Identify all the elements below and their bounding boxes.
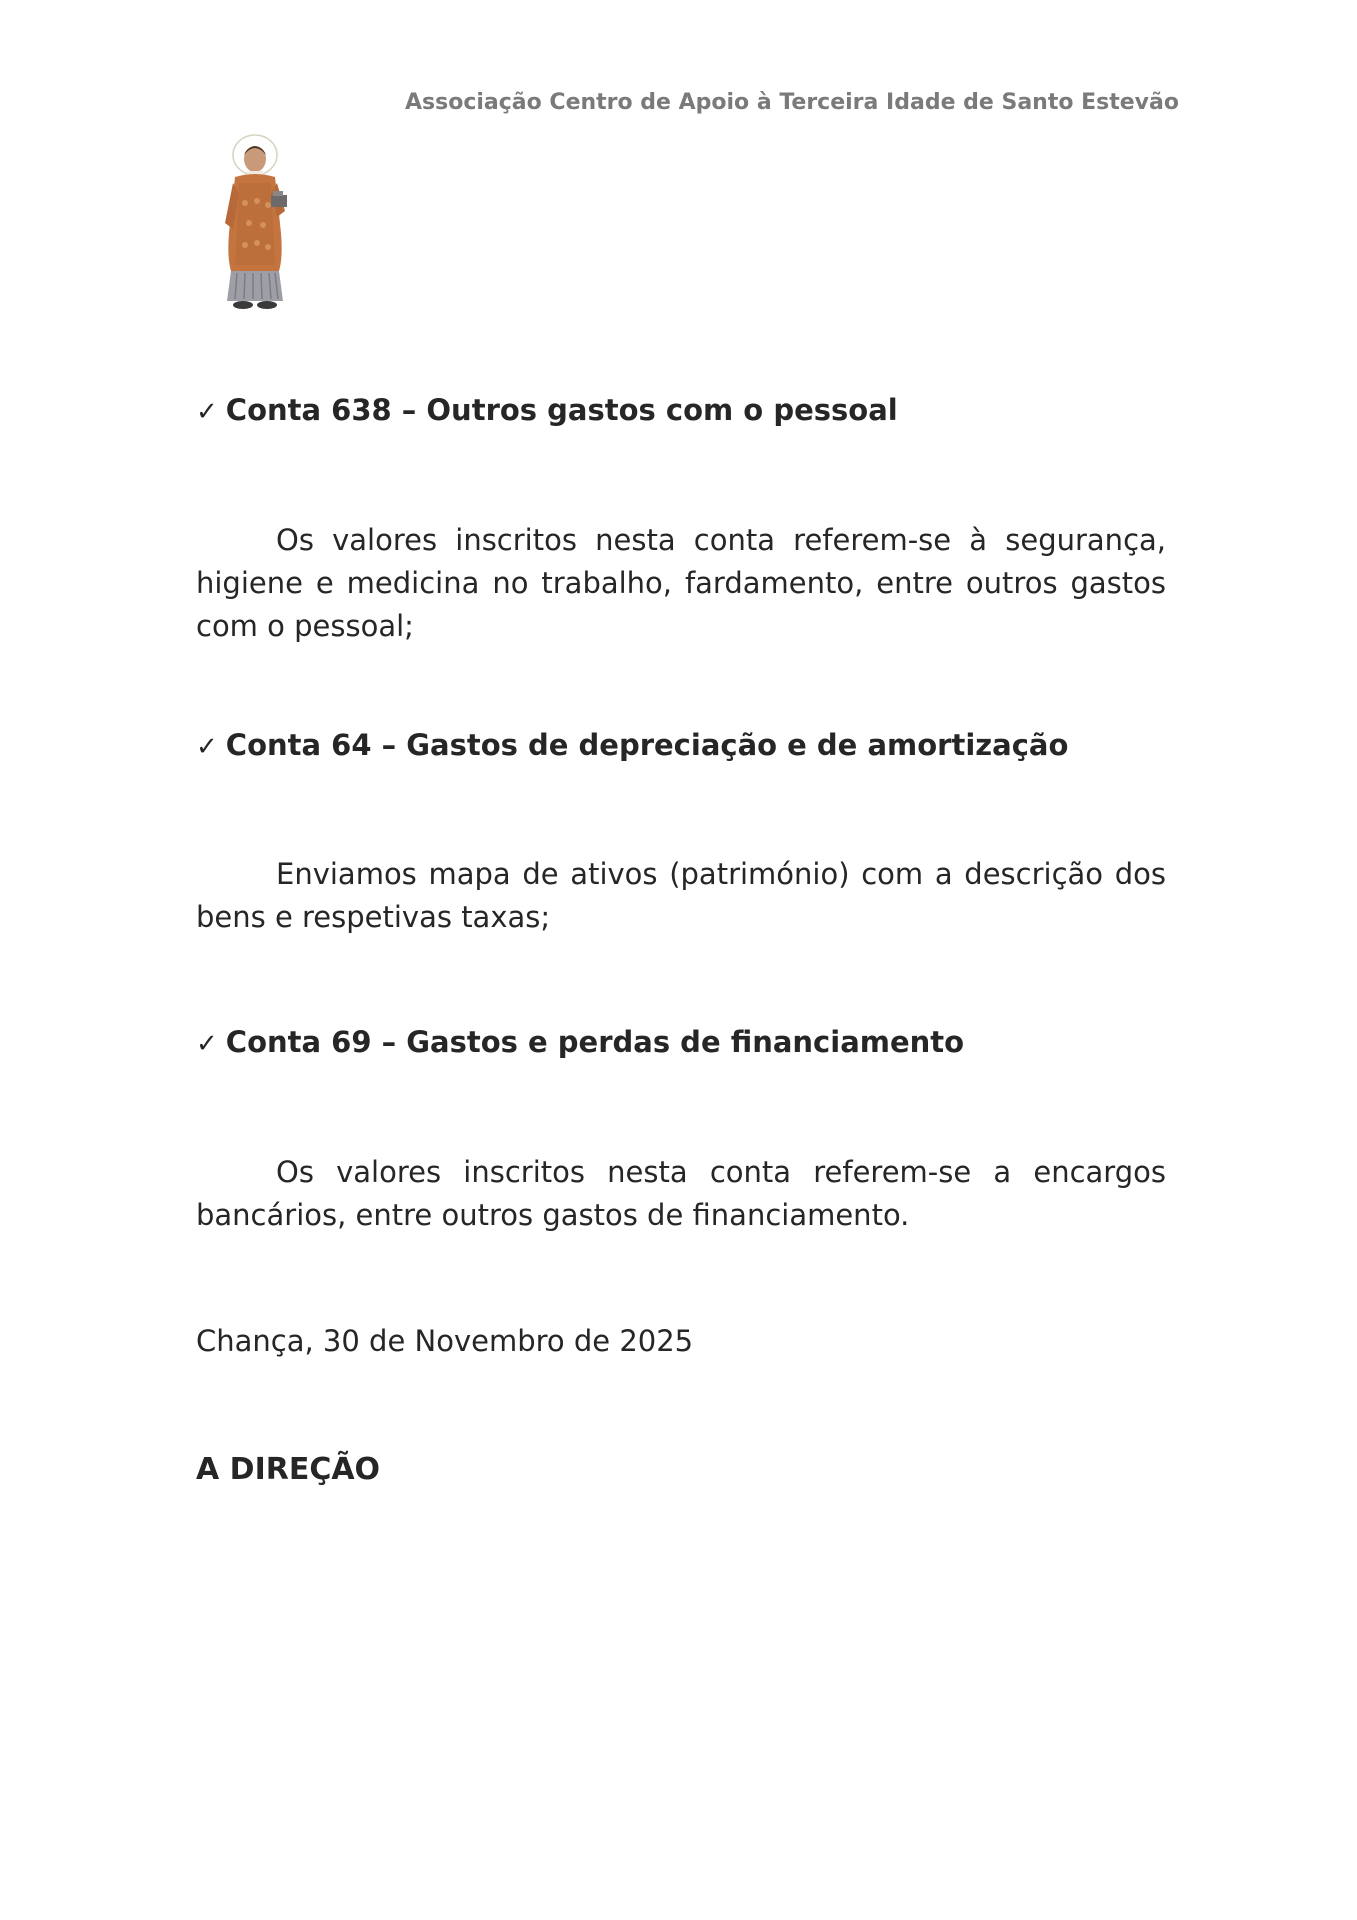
section-paragraph: Enviamos mapa de ativos (património) com a descrição dos bens e respetivas taxas;: [196, 857, 1166, 934]
section-paragraph: Os valores inscritos nesta conta referem-se a encargos bancários, entre outros gastos de financiamento.: [196, 1155, 1166, 1232]
section-heading-label: Conta 69 – Gastos e perdas de financiamento: [225, 1025, 965, 1059]
checkmark-icon: ✓: [196, 1029, 218, 1059]
section-heading-label: Conta 64 – Gastos de depreciação e de amortização: [225, 728, 1069, 762]
section-heading: [196, 1025, 1196, 1059]
checkmark-icon: ✓: [196, 397, 218, 427]
section-heading: [196, 728, 1196, 762]
section-paragraph: Os valores inscritos nesta conta referem-se à segurança, higiene e medicina no trabalho, fardamento, entre outros gastos com o pessoal;: [196, 523, 1166, 643]
checkmark-icon: ✓: [196, 732, 218, 762]
date-line: Chança, 30 de Novembro de 2025: [196, 1324, 694, 1358]
signature-label: A DIREÇÃO: [196, 1452, 381, 1487]
saint-figure-icon: [205, 133, 305, 313]
organization-title: Associação Centro de Apoio à Terceira Idade de Santo Estevão: [405, 90, 1179, 115]
section-heading-label: Conta 638 – Outros gastos com o pessoal: [225, 393, 898, 427]
section-heading: [196, 393, 1196, 427]
